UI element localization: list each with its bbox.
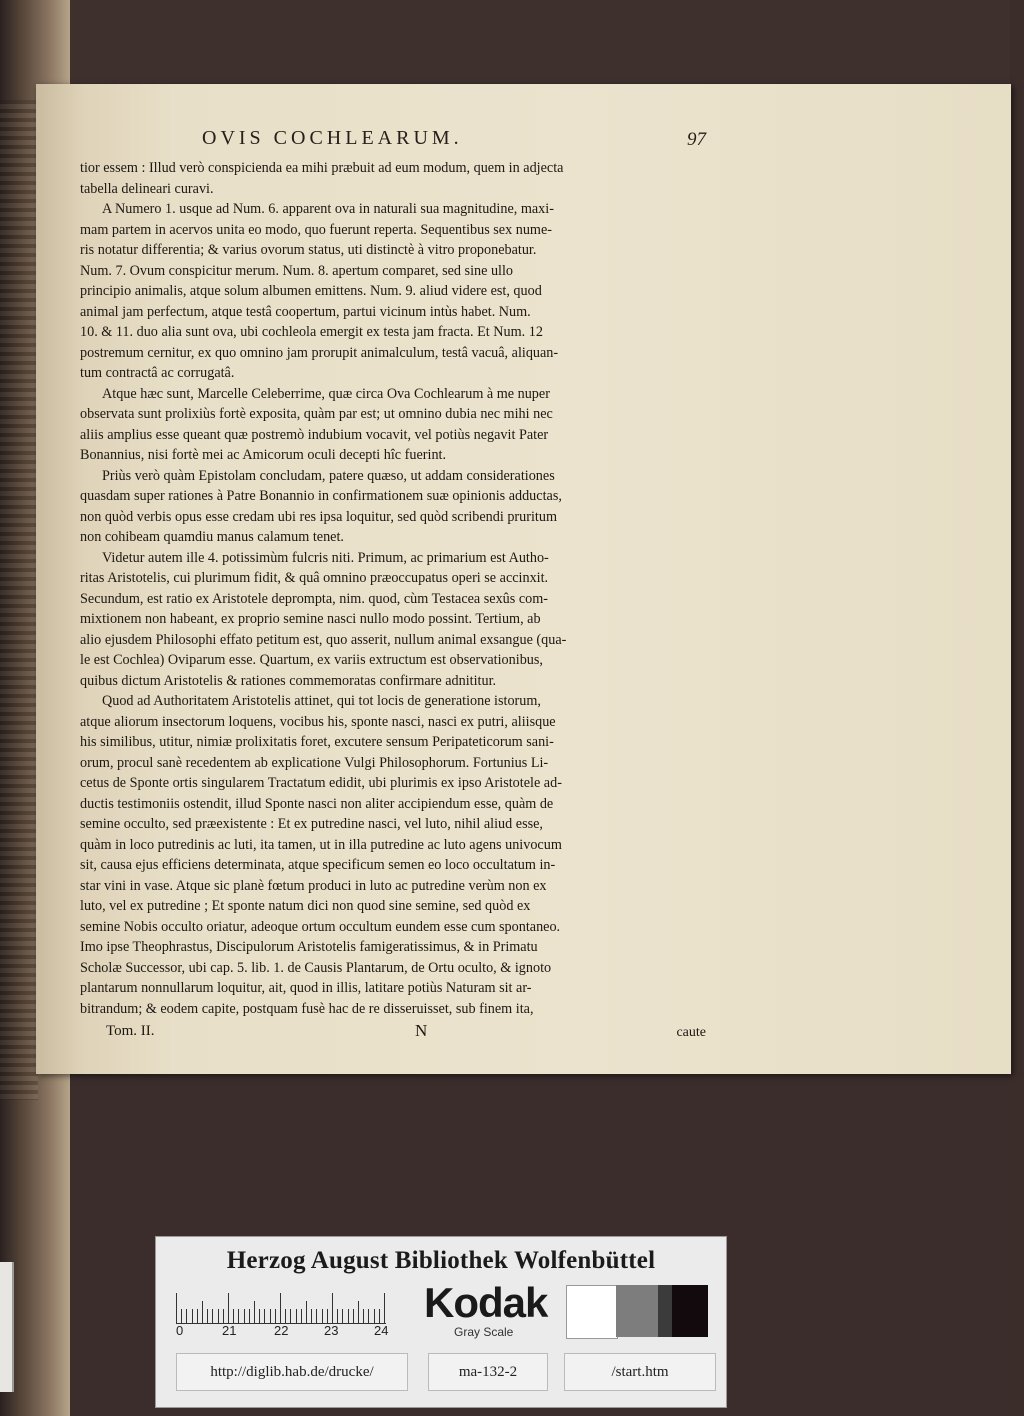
text-line: Priùs verò quàm Epistolam concludam, patere quæso, ut addam considerationes xyxy=(102,467,555,484)
ruler-tick xyxy=(186,1309,187,1323)
ruler-tick xyxy=(228,1293,229,1323)
gray-swatch-mid xyxy=(616,1285,658,1337)
ruler-tick xyxy=(233,1309,234,1323)
ruler-tick xyxy=(316,1309,317,1323)
text-line: Scholæ Successor, ubi cap. 5. lib. 1. de Causis Plantarum, de Ortu oculto, & ignoto xyxy=(80,959,552,976)
ruler-number: 22 xyxy=(274,1323,289,1338)
ruler-tick xyxy=(197,1309,198,1323)
ruler-tick xyxy=(280,1293,281,1323)
ruler-tick xyxy=(368,1309,369,1323)
ruler-number: 21 xyxy=(222,1323,237,1338)
text-line: non cohibeam quamdiu manus calamum tenet. xyxy=(80,529,344,545)
ruler-tick xyxy=(264,1309,265,1323)
page-header xyxy=(80,128,706,158)
ruler-numbers xyxy=(176,1323,406,1341)
catchword: caute xyxy=(676,1025,706,1040)
ruler-tick xyxy=(301,1309,302,1323)
ruler-tick xyxy=(176,1293,177,1323)
text-line: Num. 7. Ovum conspicitur merum. Num. 8. apertum comparet, sed sine ullo xyxy=(80,262,514,279)
text-line: semine occulto, sed præexistente : Et ex putredine nasci, vel luto, nihil aliud esse, xyxy=(80,816,543,832)
previous-page-edge xyxy=(0,100,38,1100)
text-line: luto, vel ex putredine ; Et sponte natum dici non quod sine semine, sed quòd ex xyxy=(80,898,531,914)
text-line: postremum cernitur, ex quo omnino jam prorupit animalculum, testâ vacuâ, aliquan- xyxy=(80,344,559,361)
text-line: sit, causa ejus efficiens determinata, atque specificum semen eo loco occultatum in- xyxy=(80,857,556,873)
text-line: Imo ipse Theophrastus, Discipulorum Aristotelis famigeratissimus, & in Primatu xyxy=(80,939,538,955)
text-line: atque aliorum insectorum loquens, vocibus his, sponte nasci, nasci ex putri, aliisque xyxy=(80,713,556,730)
ruler-tick xyxy=(181,1309,182,1323)
text-line: non quòd verbis opus esse credam ubi res ipsa loquitur, sed quòd scribendi pruritum xyxy=(80,508,557,525)
text-line: 10. & 11. duo alia sunt ova, ubi cochleola emergit ex testa jam fracta. Et Num. 12 xyxy=(80,324,543,340)
text-line: Atque hæc sunt, Marcelle Celeberrime, quæ circa Ova Cochlearum à me nuper xyxy=(102,385,550,402)
ruler-tick xyxy=(223,1309,224,1323)
text-line: observata sunt prolixiùs fortè exposita, quàm par est; ut omnino dubia nec mihi nec xyxy=(80,406,553,422)
paragraph xyxy=(80,466,706,548)
scan-background-top xyxy=(0,0,1024,84)
text-line: quibus dictum Aristotelis & rationes commemoratas confirmare adnititur. xyxy=(80,672,497,689)
ruler-tick xyxy=(192,1309,193,1323)
text-line: mixtionem non habeant, ex proprio semine nasci nullo modo possint. Tertium, ab xyxy=(80,611,541,627)
ruler-tick xyxy=(311,1309,312,1323)
running-head: OVIS COCHLEARUM. xyxy=(202,127,463,149)
text-line: mam partem in acervos unita eo modo, quo fuerunt reperta. Sequentibus sex nume- xyxy=(80,221,552,238)
ruler-tick xyxy=(337,1309,338,1323)
scan-edge-tab xyxy=(0,1262,14,1392)
text-line: quàm in loco putredinis ac luti, ita tamen, ut in illa putredine ac luto agens univocum xyxy=(80,836,562,853)
signature-mark: N xyxy=(415,1021,428,1040)
text-line: bitrandum; & eodem capite, postquam fusè hac de re disseruisset, sub finem ita, xyxy=(80,1000,534,1017)
ruler-number: 24 xyxy=(374,1323,389,1338)
url-suffix: /start.htm xyxy=(564,1353,716,1391)
gray-scale-label: Gray Scale xyxy=(454,1325,514,1339)
gray-swatch-black xyxy=(672,1285,708,1337)
ruler-tick xyxy=(249,1309,250,1323)
measure-ruler xyxy=(176,1289,386,1324)
text-line: alio ejusdem Philosophi effato petitum est, quo asserit, nullum animal exsangue (qua- xyxy=(80,631,567,648)
ruler-tick xyxy=(327,1309,328,1323)
ruler-tick xyxy=(207,1309,208,1323)
ruler-tick xyxy=(306,1301,307,1323)
ruler-tick xyxy=(384,1293,385,1323)
paragraph xyxy=(80,384,706,466)
paragraph xyxy=(80,158,706,199)
ruler-tick xyxy=(353,1309,354,1323)
ruler-tick xyxy=(332,1293,333,1323)
ruler-tick xyxy=(296,1309,297,1323)
ruler-tick xyxy=(379,1309,380,1323)
url-shelfmark: ma-132-2 xyxy=(428,1353,548,1391)
text-line: Bonannius, nisi fortè mei ac Amicorum oculi decepti hîc fuerint. xyxy=(80,447,447,463)
library-title: Herzog August Bibliothek Wolfenbüttel xyxy=(226,1247,656,1274)
text-line: ris notatur differentia; & varius ovorum status, uti distinctè à vitro proponebatur. xyxy=(80,242,537,258)
ruler-tick xyxy=(322,1309,323,1323)
ruler-tick xyxy=(238,1309,239,1323)
text-line: tior essem : Illud verò conspicienda ea mihi præbuit ad eum modum, quem in adjecta xyxy=(80,160,564,176)
text-line: animal jam perfectum, atque testâ coopertum, partui vicinum intùs habet. Num. xyxy=(80,303,531,320)
page-footer xyxy=(80,1021,706,1045)
gray-swatch-white xyxy=(566,1285,618,1339)
paragraph xyxy=(80,199,706,384)
text-line: Secundum, est ratio ex Aristotele deprompta, nim. quod, cùm Testacea sexûs com- xyxy=(80,590,548,607)
text-line: plantarum nonnullarum loquitur, ait, quod in illis, latitare potiùs Naturam sit ar- xyxy=(80,980,532,996)
ruler-tick xyxy=(348,1309,349,1323)
library-color-strip xyxy=(155,1236,727,1408)
text-line: ductis testimoniis ostendit, illud Sponte nasci non aliter accipiendum esse, quàm de xyxy=(80,795,554,812)
ruler-tick xyxy=(202,1301,203,1323)
text-line: tum contractâ ac corrugatâ. xyxy=(80,365,235,381)
ruler-tick xyxy=(374,1309,375,1323)
text-line: quasdam super rationes à Patre Bonannio in confirmationem suæ opinionis adductas, xyxy=(80,488,562,504)
ruler-tick xyxy=(285,1309,286,1323)
ruler-tick xyxy=(254,1301,255,1323)
text-line: Quod ad Authoritatem Aristotelis attinet, qui tot locis de generatione istorum, xyxy=(102,693,541,709)
text-line: semine Nobis occulto oriatur, adeoque ortum occultum eundem esse cum spontaneo. xyxy=(80,918,561,935)
url-base: http://diglib.hab.de/drucke/ xyxy=(176,1353,408,1391)
ruler-number: 23 xyxy=(324,1323,339,1338)
volume-mark: Tom. II. xyxy=(106,1023,155,1039)
body-text xyxy=(80,158,706,1019)
ruler-tick xyxy=(218,1309,219,1323)
ruler-tick xyxy=(244,1309,245,1323)
text-line: Videtur autem ille 4. potissimùm fulcris niti. Primum, ac primarium est Autho- xyxy=(102,549,549,566)
ruler-number: 0 xyxy=(176,1323,184,1338)
text-line: ritas Aristotelis, cui plurimum fidit, & quâ omnino præoccupatus operi se accinxit. xyxy=(80,570,549,586)
page-text xyxy=(80,128,706,1045)
gray-swatch-dark xyxy=(658,1285,672,1337)
ruler-tick xyxy=(270,1309,271,1323)
paragraph xyxy=(80,548,706,692)
text-line: his similibus, utitur, nimiæ prolixitatis foret, excutere sensum Peripateticorum sani- xyxy=(80,734,554,750)
paragraph xyxy=(80,691,706,1019)
ruler-tick xyxy=(358,1301,359,1323)
ruler-tick xyxy=(363,1309,364,1323)
ruler-tick xyxy=(342,1309,343,1323)
scan-background-right xyxy=(1010,0,1024,1416)
text-line: A Numero 1. usque ad Num. 6. apparent ova in naturali sua magnitudine, maxi- xyxy=(102,201,554,217)
ruler-tick xyxy=(290,1309,291,1323)
text-line: le est Cochlea) Oviparum esse. Quartum, ex variis extructum est observationibus, xyxy=(80,652,543,668)
ruler-tick xyxy=(212,1309,213,1323)
kodak-logo: Kodak xyxy=(424,1279,548,1326)
ruler-tick xyxy=(259,1309,260,1323)
text-line: aliis amplius esse queant quæ postremò indubium vocavit, vel potiùs negavit Pater xyxy=(80,426,549,443)
text-line: orum, procul sanè recedentem ab explicatione Vulgi Philosophorum. Fortunius Li- xyxy=(80,754,549,771)
ruler-tick xyxy=(275,1309,276,1323)
text-line: star vini in vase. Atque sic planè fœtum produci in luto ac putredine verùm non ex xyxy=(80,877,547,894)
text-line: cetus de Sponte ortis singularem Tractatum edidit, ubi plurimis ex ipso Aristotele ad- xyxy=(80,775,562,791)
text-line: tabella delineari curavi. xyxy=(80,180,214,197)
page-number: 97 xyxy=(687,129,706,150)
text-line: principio animalis, atque solum albumen emittens. Num. 9. aliud videre est, quod xyxy=(80,283,542,299)
